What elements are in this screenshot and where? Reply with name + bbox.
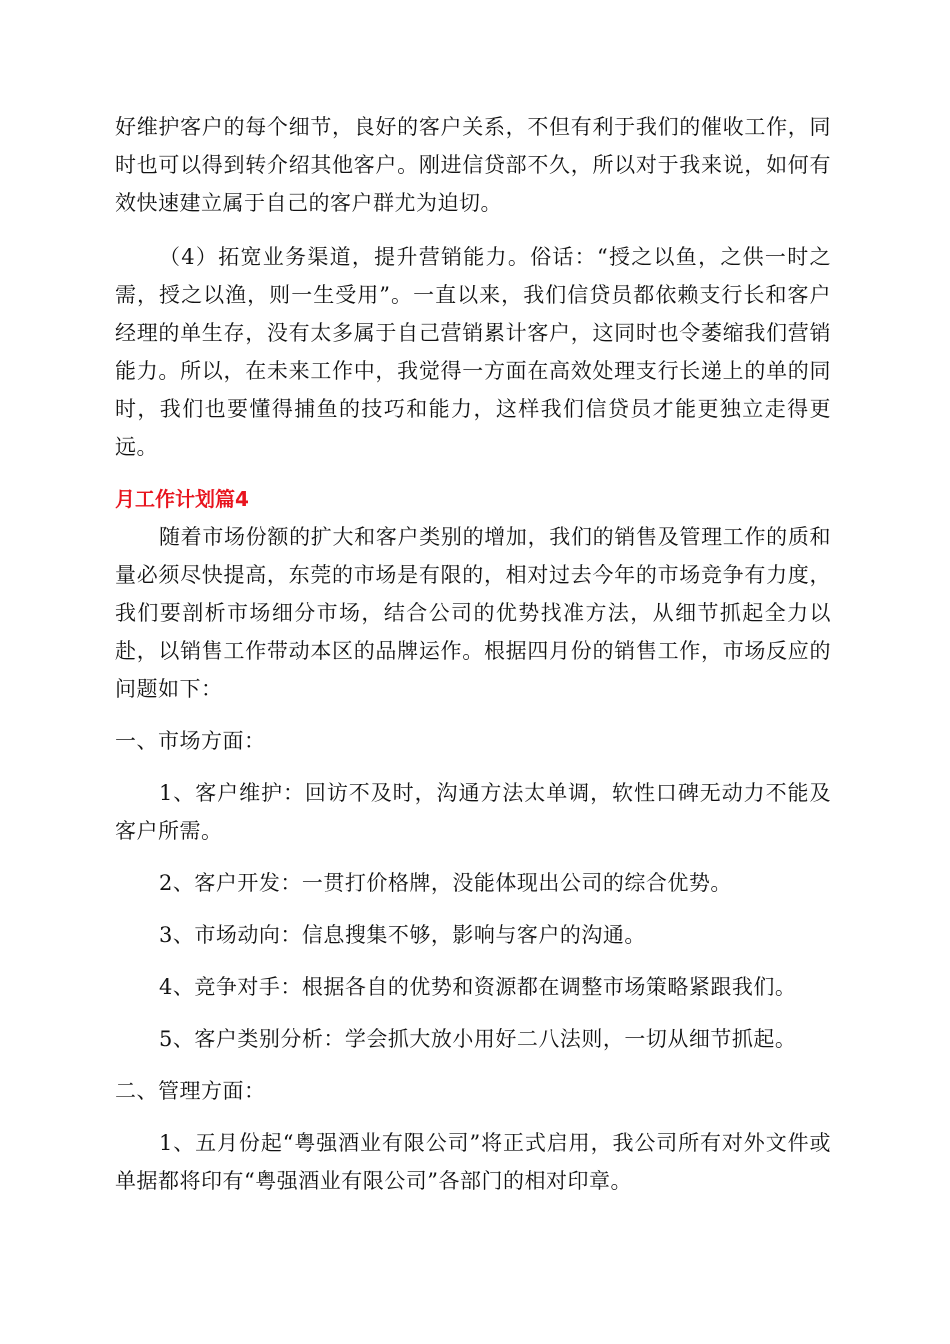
market-item: 5、客户类别分析：学会抓大放小用好二八法则，一切从细节抓起。 bbox=[159, 1027, 797, 1051]
market-section-title: 一、市场方面： bbox=[115, 729, 266, 753]
management-item: 1、五月份起“粤强酒业有限公司”将正式启用，我公司所有对外文件或单据都将印有“粤强酒业有限公司”各部门的相对印章。 bbox=[115, 1131, 831, 1193]
document-body bbox=[115, 108, 831, 1200]
market-item: 4、竞争对手：根据各自的优势和资源都在调整市场策略紧跟我们。 bbox=[159, 975, 797, 999]
market-item: 2、客户开发：一贯打价格牌，没能体现出公司的综合优势。 bbox=[159, 871, 732, 895]
market-item: 1、客户维护：回访不及时，沟通方法太单调，软性口碑无动力不能及客户所需。 bbox=[115, 781, 831, 843]
management-section-title: 二、管理方面： bbox=[115, 1079, 266, 1103]
paragraph-continuation: 好维护客户的每个细节，良好的客户关系，不但有利于我们的催收工作，同时也可以得到转介绍其他客户。刚进信贷部不久，所以对于我来说，如何有效快速建立属于自己的客户群尤为迫切。 bbox=[115, 115, 831, 215]
intro-paragraph: 随着市场份额的扩大和客户类别的增加，我们的销售及管理工作的质和量必须尽快提高，东莞的市场是有限的，相对过去今年的市场竞争有力度，我们要剖析市场细分市场，结合公司的优势找准方法，从细节抓起全力以赴，以销售工作带动本区的品牌运作。根据四月份的销售工作，市场反应的问题如下： bbox=[115, 525, 831, 701]
paragraph-point-4: （4）拓宽业务渠道，提升营销能力。俗话：“授之以鱼，之供一时之需，授之以渔，则一生受用”。一直以来，我们信贷员都依赖支行长和客户经理的单生存，没有太多属于自己营销累计客户，这同时也令萎缩我们营销能力。所以，在未来工作中，我觉得一方面在高效处理支行长递上的单的同时，我们也要懂得捕鱼的技巧和能力，这样我们信贷员才能更独立走得更远。 bbox=[115, 245, 831, 459]
market-item: 3、市场动向：信息搜集不够，影响与客户的沟通。 bbox=[159, 923, 646, 947]
section-heading: 月工作计划篇4 bbox=[115, 487, 249, 511]
